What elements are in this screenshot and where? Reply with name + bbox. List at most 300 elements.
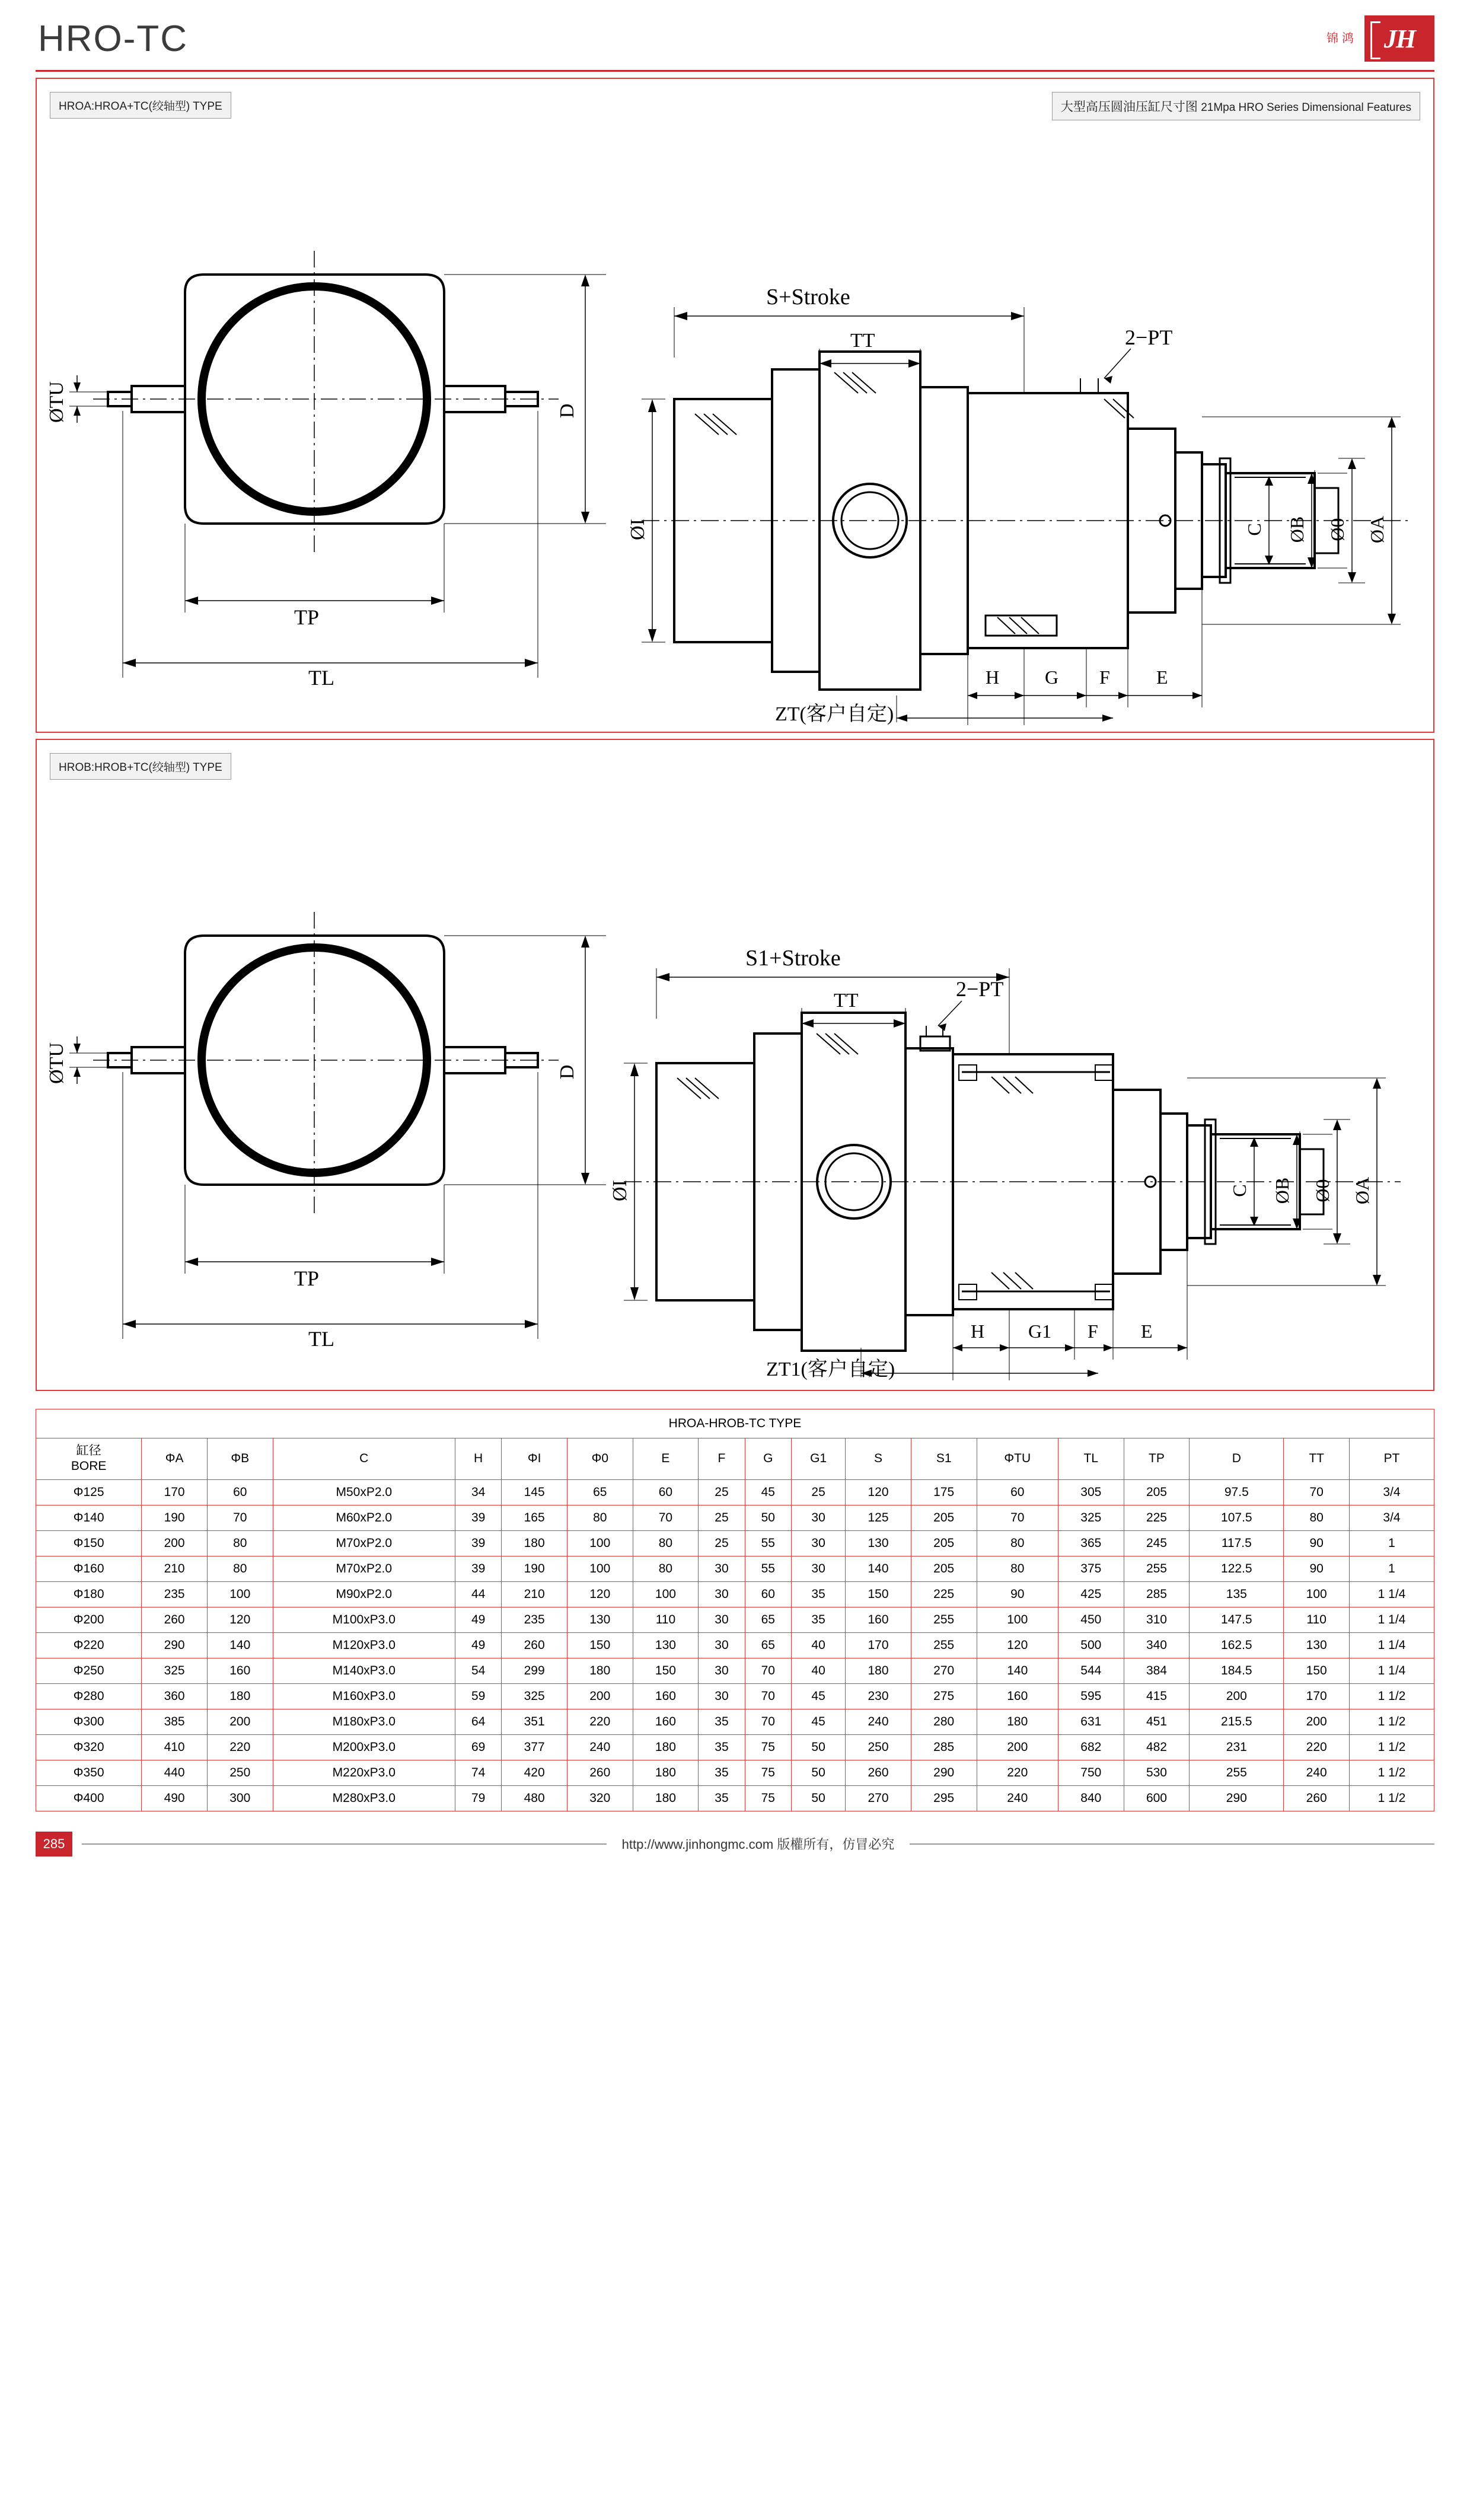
brand-logo xyxy=(1326,15,1434,62)
table-cell: 45 xyxy=(745,1479,791,1505)
table-row xyxy=(36,1530,1434,1556)
panel-a-series-label-en: 21Mpa HRO Series Dimensional Features xyxy=(1201,101,1411,114)
table-cell: 60 xyxy=(745,1581,791,1607)
col-header-tl: TL xyxy=(1058,1438,1124,1480)
bore-header-en: BORE xyxy=(71,1459,107,1473)
label-zt: ZT(客户自定) xyxy=(775,703,894,725)
table-cell: 35 xyxy=(699,1760,745,1785)
table-cell: 230 xyxy=(846,1683,911,1709)
table-cell: 100 xyxy=(633,1581,699,1607)
dimension-table xyxy=(36,1409,1434,1811)
label-c: C xyxy=(1243,523,1265,536)
table-cell: Φ400 xyxy=(36,1785,142,1811)
panel-a-series-label-cn: 大型高压圆油压缸尺寸图 xyxy=(1060,100,1198,114)
table-cell: 200 xyxy=(1190,1683,1284,1709)
table-cell: 200 xyxy=(567,1683,633,1709)
table-cell: 50 xyxy=(791,1760,845,1785)
table-cell: 45 xyxy=(791,1683,845,1709)
table-cell: M180xP3.0 xyxy=(273,1709,455,1734)
table-cell: 200 xyxy=(1284,1709,1350,1734)
col-header-c: C xyxy=(273,1438,455,1480)
table-cell: Φ350 xyxy=(36,1760,142,1785)
table-cell: 190 xyxy=(502,1556,567,1581)
table-cell: 310 xyxy=(1124,1607,1190,1632)
table-cell: 54 xyxy=(455,1658,501,1683)
table-cell: 107.5 xyxy=(1190,1505,1284,1530)
table-cell: 205 xyxy=(1124,1479,1190,1505)
table-cell: 1 1/4 xyxy=(1350,1607,1434,1632)
table-cell: 160 xyxy=(977,1683,1058,1709)
table-cell: M200xP3.0 xyxy=(273,1734,455,1760)
table-cell: 65 xyxy=(745,1607,791,1632)
table-cell: 260 xyxy=(567,1760,633,1785)
col-header-bore xyxy=(36,1438,142,1480)
table-cell: 150 xyxy=(567,1632,633,1658)
table-cell: 231 xyxy=(1190,1734,1284,1760)
table-cell: 60 xyxy=(977,1479,1058,1505)
table-cell: 45 xyxy=(791,1709,845,1734)
col-header-phi-a: ΦA xyxy=(142,1438,208,1480)
table-cell: 360 xyxy=(142,1683,208,1709)
table-cell: 122.5 xyxy=(1190,1556,1284,1581)
table-cell: M220xP3.0 xyxy=(273,1760,455,1785)
col-header-s1: S1 xyxy=(911,1438,977,1480)
table-cell: 30 xyxy=(699,1556,745,1581)
table-cell: 180 xyxy=(633,1760,699,1785)
table-cell: 100 xyxy=(207,1581,273,1607)
label-phi-i-b: ØI xyxy=(609,1180,631,1201)
table-cell: 147.5 xyxy=(1190,1607,1284,1632)
table-head xyxy=(36,1409,1434,1480)
table-cell: 240 xyxy=(567,1734,633,1760)
table-cell: 530 xyxy=(1124,1760,1190,1785)
table-cell: 30 xyxy=(699,1683,745,1709)
table-cell: 1 1/2 xyxy=(1350,1683,1434,1709)
table-cell: 59 xyxy=(455,1683,501,1709)
table-cell: 80 xyxy=(207,1530,273,1556)
table-cell: 130 xyxy=(1284,1632,1350,1658)
label-s1-stroke: S1+Stroke xyxy=(745,946,841,971)
label-d-b: D xyxy=(556,1064,578,1080)
table-cell: 305 xyxy=(1058,1479,1124,1505)
col-header-phi-i: ΦI xyxy=(502,1438,567,1480)
logo-mark xyxy=(1364,15,1434,62)
table-cell: 595 xyxy=(1058,1683,1124,1709)
table-cell: 75 xyxy=(745,1785,791,1811)
logo-chinese-text: 锦鸿 xyxy=(1326,32,1357,45)
table-cell: 34 xyxy=(455,1479,501,1505)
table-cell: 1 xyxy=(1350,1556,1434,1581)
table-cell: 39 xyxy=(455,1505,501,1530)
table-cell: Φ320 xyxy=(36,1734,142,1760)
table-cell: 130 xyxy=(567,1607,633,1632)
table-cell: Φ140 xyxy=(36,1505,142,1530)
table-cell: 160 xyxy=(846,1607,911,1632)
label-tl: TL xyxy=(308,666,334,690)
table-cell: 80 xyxy=(977,1556,1058,1581)
page-header xyxy=(24,0,1446,70)
panel-a-drawing xyxy=(37,79,1433,732)
table-cell: 80 xyxy=(977,1530,1058,1556)
table-cell: 3/4 xyxy=(1350,1479,1434,1505)
col-header-f: F xyxy=(699,1438,745,1480)
table-row xyxy=(36,1556,1434,1581)
table-cell: 300 xyxy=(207,1785,273,1811)
table-cell: 165 xyxy=(502,1505,567,1530)
table-cell: 290 xyxy=(911,1760,977,1785)
table-row xyxy=(36,1505,1434,1530)
label-zt1: ZT1(客户自定) xyxy=(766,1358,895,1380)
table-cell: 70 xyxy=(745,1683,791,1709)
table-cell: 80 xyxy=(1284,1505,1350,1530)
table-cell: 225 xyxy=(1124,1505,1190,1530)
table-cell: 260 xyxy=(502,1632,567,1658)
table-cell: 160 xyxy=(633,1683,699,1709)
table-cell: 500 xyxy=(1058,1632,1124,1658)
footer-rule-left xyxy=(82,1843,607,1845)
table-cell: M120xP3.0 xyxy=(273,1632,455,1658)
table-cell: 480 xyxy=(502,1785,567,1811)
table-cell: 275 xyxy=(911,1683,977,1709)
table-cell: 750 xyxy=(1058,1760,1124,1785)
table-cell: 135 xyxy=(1190,1581,1284,1607)
table-cell: 255 xyxy=(1190,1760,1284,1785)
table-cell: M280xP3.0 xyxy=(273,1785,455,1811)
table-cell: 180 xyxy=(846,1658,911,1683)
table-cell: 1 1/4 xyxy=(1350,1658,1434,1683)
table-cell: 180 xyxy=(207,1683,273,1709)
table-cell: 75 xyxy=(745,1734,791,1760)
table-cell: 384 xyxy=(1124,1658,1190,1683)
table-cell: 150 xyxy=(846,1581,911,1607)
table-cell: 205 xyxy=(911,1505,977,1530)
table-cell: 40 xyxy=(791,1632,845,1658)
table-cell: 70 xyxy=(977,1505,1058,1530)
table-row xyxy=(36,1734,1434,1760)
label-h: H xyxy=(986,666,1000,688)
bore-header-cn: 缸径 xyxy=(76,1444,101,1457)
table-cell: 682 xyxy=(1058,1734,1124,1760)
table-cell: 120 xyxy=(567,1581,633,1607)
table-cell: 1 1/4 xyxy=(1350,1581,1434,1607)
table-cell: 150 xyxy=(1284,1658,1350,1683)
table-cell: 200 xyxy=(977,1734,1058,1760)
label-tp-b: TP xyxy=(294,1267,320,1290)
table-cell: 160 xyxy=(633,1709,699,1734)
table-cell: 90 xyxy=(1284,1530,1350,1556)
table-row xyxy=(36,1785,1434,1811)
header-divider xyxy=(36,70,1434,72)
table-cell: 180 xyxy=(502,1530,567,1556)
table-cell: 69 xyxy=(455,1734,501,1760)
table-title: HROA-HROB-TC TYPE xyxy=(36,1409,1434,1438)
label-tp: TP xyxy=(294,605,320,629)
label-phi-tu: ØTU xyxy=(46,381,68,423)
label-f-b: F xyxy=(1088,1320,1098,1342)
page-title: HRO-TC xyxy=(38,18,189,59)
table-cell: M60xP2.0 xyxy=(273,1505,455,1530)
page-number: 285 xyxy=(36,1832,72,1856)
table-cell: 631 xyxy=(1058,1709,1124,1734)
label-tt: TT xyxy=(850,330,875,352)
table-cell: 180 xyxy=(977,1709,1058,1734)
label-2pt-b: 2−PT xyxy=(956,977,1004,1001)
table-cell: 30 xyxy=(699,1607,745,1632)
table-cell: M50xP2.0 xyxy=(273,1479,455,1505)
table-row xyxy=(36,1607,1434,1632)
label-f: F xyxy=(1099,666,1110,688)
table-cell: 255 xyxy=(1124,1556,1190,1581)
col-header-phi-tu: ΦTU xyxy=(977,1438,1058,1480)
table-cell: 270 xyxy=(846,1785,911,1811)
label-phi-0: Ø0 xyxy=(1326,518,1348,541)
table-cell: Φ180 xyxy=(36,1581,142,1607)
table-cell: 290 xyxy=(142,1632,208,1658)
table-cell: 90 xyxy=(977,1581,1058,1607)
table-cell: 415 xyxy=(1124,1683,1190,1709)
table-cell: 220 xyxy=(977,1760,1058,1785)
table-cell: 35 xyxy=(791,1607,845,1632)
table-cell: 250 xyxy=(846,1734,911,1760)
table-cell: M70xP2.0 xyxy=(273,1530,455,1556)
table-cell: 190 xyxy=(142,1505,208,1530)
table-cell: 55 xyxy=(745,1556,791,1581)
table-cell: 25 xyxy=(699,1505,745,1530)
table-cell: 235 xyxy=(502,1607,567,1632)
table-cell: 451 xyxy=(1124,1709,1190,1734)
label-phi-b-b: ØB xyxy=(1271,1177,1293,1204)
table-cell: M100xP3.0 xyxy=(273,1607,455,1632)
table-cell: 220 xyxy=(1284,1734,1350,1760)
table-cell: 150 xyxy=(633,1658,699,1683)
col-header-tt: TT xyxy=(1284,1438,1350,1480)
table-cell: 70 xyxy=(1284,1479,1350,1505)
table-cell: M70xP2.0 xyxy=(273,1556,455,1581)
table-cell: 285 xyxy=(1124,1581,1190,1607)
table-cell: 65 xyxy=(745,1632,791,1658)
table-cell: Φ200 xyxy=(36,1607,142,1632)
table-cell: 50 xyxy=(791,1785,845,1811)
page-footer xyxy=(24,1832,1446,1880)
table-cell: 1 1/2 xyxy=(1350,1709,1434,1734)
table-cell: 80 xyxy=(207,1556,273,1581)
table-cell: 250 xyxy=(207,1760,273,1785)
table-cell: 80 xyxy=(633,1530,699,1556)
table-cell: 325 xyxy=(1058,1505,1124,1530)
table-cell: 110 xyxy=(633,1607,699,1632)
table-cell: 260 xyxy=(1284,1785,1350,1811)
label-c-b: C xyxy=(1229,1184,1250,1197)
table-cell: 145 xyxy=(502,1479,567,1505)
footer-copyright: http://www.jinhongmc.com 版權所有，仿冒必究 xyxy=(621,1837,895,1852)
label-phi-a-b: ØA xyxy=(1351,1176,1373,1205)
table-cell: 205 xyxy=(911,1556,977,1581)
table-cell: 120 xyxy=(207,1607,273,1632)
table-cell: 255 xyxy=(911,1607,977,1632)
table-cell: 340 xyxy=(1124,1632,1190,1658)
table-cell: 90 xyxy=(1284,1556,1350,1581)
table-cell: 240 xyxy=(1284,1760,1350,1785)
table-cell: 35 xyxy=(791,1581,845,1607)
table-cell: 175 xyxy=(911,1479,977,1505)
table-cell: 70 xyxy=(633,1505,699,1530)
table-cell: Φ300 xyxy=(36,1709,142,1734)
table-cell: 64 xyxy=(455,1709,501,1734)
table-cell: 490 xyxy=(142,1785,208,1811)
table-cell: 280 xyxy=(911,1709,977,1734)
table-cell: 30 xyxy=(699,1658,745,1683)
table-cell: 325 xyxy=(502,1683,567,1709)
table-body xyxy=(36,1479,1434,1811)
table-cell: 80 xyxy=(633,1556,699,1581)
label-d: D xyxy=(556,403,578,419)
table-cell: 385 xyxy=(142,1709,208,1734)
table-cell: M160xP3.0 xyxy=(273,1683,455,1709)
table-cell: 35 xyxy=(699,1734,745,1760)
table-cell: 35 xyxy=(699,1709,745,1734)
table-row xyxy=(36,1581,1434,1607)
table-cell: 440 xyxy=(142,1760,208,1785)
table-cell: Φ160 xyxy=(36,1556,142,1581)
table-cell: 235 xyxy=(142,1581,208,1607)
table-cell: 840 xyxy=(1058,1785,1124,1811)
table-cell: 50 xyxy=(745,1505,791,1530)
table-cell: 225 xyxy=(911,1581,977,1607)
footer-rule-right xyxy=(910,1843,1434,1845)
table-cell: 3/4 xyxy=(1350,1505,1434,1530)
table-cell: 285 xyxy=(911,1734,977,1760)
table-cell: 290 xyxy=(1190,1785,1284,1811)
table-cell: 120 xyxy=(846,1479,911,1505)
table-cell: Φ125 xyxy=(36,1479,142,1505)
table-cell: 49 xyxy=(455,1632,501,1658)
table-cell: 60 xyxy=(207,1479,273,1505)
label-s-stroke: S+Stroke xyxy=(766,285,850,310)
table-title-row xyxy=(36,1409,1434,1438)
table-cell: 1 1/2 xyxy=(1350,1760,1434,1785)
col-header-tp: TP xyxy=(1124,1438,1190,1480)
table-cell: 450 xyxy=(1058,1607,1124,1632)
table-header-row xyxy=(36,1438,1434,1480)
table-cell: 200 xyxy=(142,1530,208,1556)
table-cell: 39 xyxy=(455,1530,501,1556)
table-row xyxy=(36,1683,1434,1709)
table-cell: 180 xyxy=(633,1785,699,1811)
table-cell: 600 xyxy=(1124,1785,1190,1811)
label-tl-b: TL xyxy=(308,1327,334,1351)
table-cell: 25 xyxy=(699,1530,745,1556)
table-cell: 49 xyxy=(455,1607,501,1632)
table-cell: 482 xyxy=(1124,1734,1190,1760)
table-cell: 65 xyxy=(567,1479,633,1505)
table-cell: 130 xyxy=(846,1530,911,1556)
table-cell: 39 xyxy=(455,1556,501,1581)
table-cell: 140 xyxy=(846,1556,911,1581)
label-e-b: E xyxy=(1141,1320,1153,1342)
col-header-g: G xyxy=(745,1438,791,1480)
table-cell: 70 xyxy=(745,1709,791,1734)
table-row xyxy=(36,1479,1434,1505)
table-cell: 1 1/4 xyxy=(1350,1632,1434,1658)
table-cell: 35 xyxy=(699,1785,745,1811)
table-cell: 60 xyxy=(633,1479,699,1505)
label-e: E xyxy=(1156,666,1168,688)
logo-initials: JH xyxy=(1383,24,1415,53)
table-cell: 117.5 xyxy=(1190,1530,1284,1556)
table-cell: 120 xyxy=(977,1632,1058,1658)
table-cell: 377 xyxy=(502,1734,567,1760)
table-cell: 260 xyxy=(142,1607,208,1632)
table-cell: 100 xyxy=(567,1556,633,1581)
table-cell: 140 xyxy=(207,1632,273,1658)
label-tt-b: TT xyxy=(834,990,859,1012)
table-cell: 130 xyxy=(633,1632,699,1658)
table-cell: 215.5 xyxy=(1190,1709,1284,1734)
table-cell: 100 xyxy=(567,1530,633,1556)
table-cell: 30 xyxy=(791,1556,845,1581)
label-g: G xyxy=(1045,666,1059,688)
label-phi-a: ØA xyxy=(1366,515,1388,544)
table-cell: Φ280 xyxy=(36,1683,142,1709)
table-cell: 299 xyxy=(502,1658,567,1683)
table-cell: 351 xyxy=(502,1709,567,1734)
table-cell: 210 xyxy=(142,1556,208,1581)
table-cell: 30 xyxy=(699,1632,745,1658)
table-cell: Φ220 xyxy=(36,1632,142,1658)
table-cell: 110 xyxy=(1284,1607,1350,1632)
col-header-h: H xyxy=(455,1438,501,1480)
table-cell: 79 xyxy=(455,1785,501,1811)
col-header-g1: G1 xyxy=(791,1438,845,1480)
table-cell: 70 xyxy=(207,1505,273,1530)
table-cell: 80 xyxy=(567,1505,633,1530)
table-cell: 270 xyxy=(911,1658,977,1683)
panel-b-drawing xyxy=(37,740,1433,1390)
diagram-panel-hroa xyxy=(36,78,1434,733)
table-cell: 100 xyxy=(1284,1581,1350,1607)
table-cell: 200 xyxy=(207,1709,273,1734)
table-row xyxy=(36,1709,1434,1734)
table-cell: 245 xyxy=(1124,1530,1190,1556)
table-cell: 160 xyxy=(207,1658,273,1683)
dimension-table-wrap xyxy=(36,1409,1434,1811)
panel-b-type-label: HROB:HROB+TC(绞轴型) TYPE xyxy=(50,753,231,780)
table-cell: M90xP2.0 xyxy=(273,1581,455,1607)
table-cell: 205 xyxy=(911,1530,977,1556)
label-h-b: H xyxy=(971,1320,985,1342)
table-cell: 184.5 xyxy=(1190,1658,1284,1683)
table-row xyxy=(36,1632,1434,1658)
diagram-panel-hrob xyxy=(36,739,1434,1391)
table-row xyxy=(36,1760,1434,1785)
table-cell: 365 xyxy=(1058,1530,1124,1556)
table-cell: 50 xyxy=(791,1734,845,1760)
table-cell: 30 xyxy=(791,1505,845,1530)
table-cell: 410 xyxy=(142,1734,208,1760)
table-cell: 74 xyxy=(455,1760,501,1785)
col-header-phi-0: Φ0 xyxy=(567,1438,633,1480)
table-cell: 40 xyxy=(791,1658,845,1683)
table-cell: 220 xyxy=(567,1709,633,1734)
table-cell: 75 xyxy=(745,1760,791,1785)
table-cell: 295 xyxy=(911,1785,977,1811)
table-cell: 420 xyxy=(502,1760,567,1785)
label-g1-b: G1 xyxy=(1028,1320,1052,1342)
table-cell: 1 xyxy=(1350,1530,1434,1556)
table-cell: 180 xyxy=(633,1734,699,1760)
table-cell: 170 xyxy=(1284,1683,1350,1709)
table-cell: 125 xyxy=(846,1505,911,1530)
